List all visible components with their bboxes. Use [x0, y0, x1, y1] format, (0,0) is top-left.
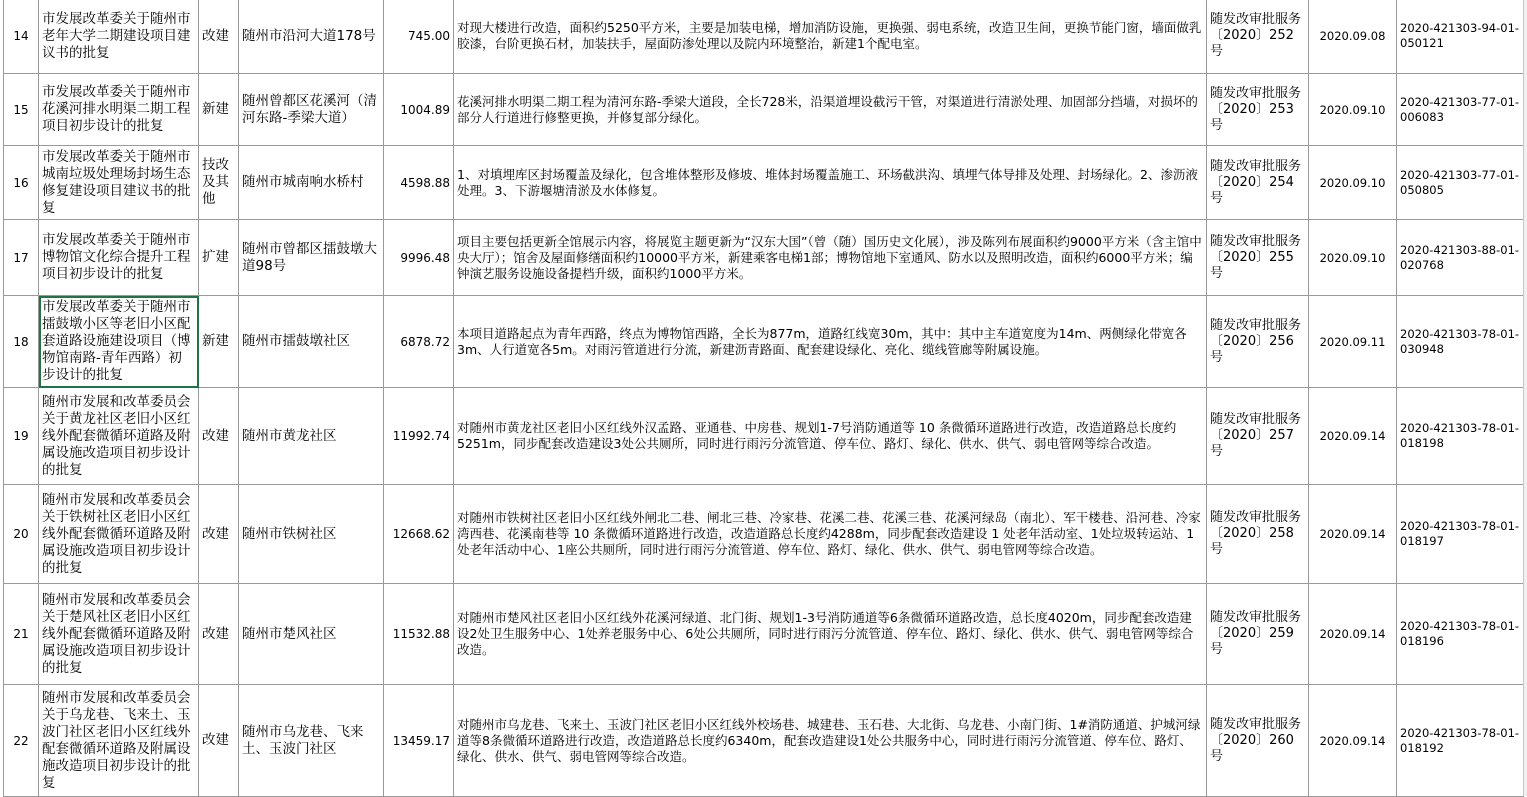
approval-title-cell[interactable]: 随州市发展和改革委员会关于乌龙巷、飞来土、玉波门社区老旧小区红线外配套微循环道路及附属设施改造项目初步设计的批复: [39, 685, 199, 797]
document-number-cell[interactable]: 随发改审批服务〔2020〕256号: [1207, 296, 1309, 388]
project-code-cell[interactable]: 2020-421303-77-01-006083: [1397, 74, 1524, 146]
description-cell[interactable]: 本项目道路起点为青年西路，终点为博物馆西路，全长为877m，道路红线宽30m，其中：其中主车道宽度为14m、两侧绿化带宽各3m、人行道宽各5m。对雨污管道进行分流，新建沥青路面、配套建设绿化、亮化、缆线管廊等附属设施。: [454, 296, 1207, 388]
row-index-cell[interactable]: 16: [4, 146, 39, 220]
location-cell[interactable]: 随州市城南响水桥村: [239, 146, 384, 220]
table-row: [4, 388, 1524, 485]
table-row: [4, 220, 1524, 296]
document-number-cell[interactable]: 随发改审批服务〔2020〕252号: [1207, 0, 1309, 74]
vertical-scrollbar-edge[interactable]: [1523, 0, 1527, 796]
description-cell[interactable]: 对随州市铁树社区老旧小区红线外闸北二巷、闸北三巷、冷家巷、花溪二巷、花溪三巷、花溪河绿岛（南北）、军干楼巷、沿河巷、冷家湾西巷、花溪南巷等 10 条微循环道路进行改造，改造道路总长度约4288m，同步配套改造建设 1 处老年活动室、1处垃圾转运站、1处老年活动中心、1座公共厕所，同时进行雨污分流管道、停车位、路灯、绿化、供水、供气、弱电管网等综合改造。: [454, 485, 1207, 584]
table-row: [4, 685, 1524, 797]
location-cell[interactable]: 随州市沿河大道178号: [239, 0, 384, 74]
location-cell[interactable]: 随州市乌龙巷、飞来土、玉波门社区: [239, 685, 384, 797]
construction-type-cell[interactable]: 改建: [199, 584, 239, 685]
date-cell[interactable]: 2020.09.10: [1309, 146, 1397, 220]
investment-cell[interactable]: 11532.88: [384, 584, 454, 685]
document-number-cell[interactable]: 随发改审批服务〔2020〕257号: [1207, 388, 1309, 485]
construction-type-cell[interactable]: 改建: [199, 685, 239, 797]
project-code-cell[interactable]: 2020-421303-94-01-050121: [1397, 0, 1524, 74]
investment-cell[interactable]: 9996.48: [384, 220, 454, 296]
project-code-cell[interactable]: 2020-421303-78-01-030948: [1397, 296, 1524, 388]
approval-title-cell[interactable]: 市发展改革委关于随州市老年大学二期建设项目建议书的批复: [39, 0, 199, 74]
date-cell[interactable]: 2020.09.11: [1309, 296, 1397, 388]
investment-cell[interactable]: 4598.88: [384, 146, 454, 220]
row-index-cell[interactable]: 14: [4, 0, 39, 74]
description-cell[interactable]: 1、对填埋库区封场覆盖及绿化，包含堆体整形及修坡、堆体封场覆盖施工、环场截洪沟、填埋气体导排及处理、封场绿化。2、渗沥液处理。3、下游堰塘清淤及水体修复。: [454, 146, 1207, 220]
description-cell[interactable]: 花溪河排水明渠二期工程为清河东路-季梁大道段，全长728米，沿渠道埋设截污干管，对渠道进行清淤处理、加固部分挡墙，对损坏的部分人行道进行修整更换，并修复部分绿化。: [454, 74, 1207, 146]
construction-type-cell[interactable]: 新建: [199, 296, 239, 388]
date-cell[interactable]: 2020.09.08: [1309, 0, 1397, 74]
approval-title-cell-selected[interactable]: 市发展改革委关于随州市擂鼓墩小区等老旧小区配套道路设施建设项目（博物馆南路-青年西路）初步设计的批复: [39, 296, 199, 388]
row-index-cell[interactable]: 22: [4, 685, 39, 797]
document-number-cell[interactable]: 随发改审批服务〔2020〕259号: [1207, 584, 1309, 685]
document-number-cell[interactable]: 随发改审批服务〔2020〕255号: [1207, 220, 1309, 296]
description-cell[interactable]: 对随州市乌龙巷、飞来土、玉波门社区老旧小区红线外校场巷、城建巷、玉石巷、大北街、乌龙巷、小南门街、1#消防通道、护城河绿道等8条微循环道路进行改造，改造道路总长度约6340m，配套改造建设1处公共服务中心，同时进行雨污分流管道、停车位、路灯、绿化、供水、供气、弱电管网等综合改造。: [454, 685, 1207, 797]
location-cell[interactable]: 随州市曾都区擂鼓墩大道98号: [239, 220, 384, 296]
construction-type-cell[interactable]: 改建: [199, 388, 239, 485]
project-code-cell[interactable]: 2020-421303-88-01-020768: [1397, 220, 1524, 296]
location-cell[interactable]: 随州曾都区花溪河（清河东路-季梁大道）: [239, 74, 384, 146]
description-cell[interactable]: 对随州市黄龙社区老旧小区红线外汉孟路、亚通巷、中房巷、规划1-7号消防通道等 10 条微循环道路进行改造，改造道路总长度约 5251m，同步配套改造建设3处公共厕所，同时进行雨污分流管道、停车位、路灯、绿化、供水、供气、弱电管网等综合改造。: [454, 388, 1207, 485]
row-index-cell[interactable]: 20: [4, 485, 39, 584]
construction-type-cell[interactable]: 改建: [199, 0, 239, 74]
table-row: [4, 0, 1524, 74]
date-cell[interactable]: 2020.09.10: [1309, 220, 1397, 296]
construction-type-cell[interactable]: 扩建: [199, 220, 239, 296]
project-code-cell[interactable]: 2020-421303-77-01-050805: [1397, 146, 1524, 220]
construction-type-cell[interactable]: 改建: [199, 485, 239, 584]
date-cell[interactable]: 2020.09.14: [1309, 485, 1397, 584]
construction-type-cell[interactable]: 技改及其他: [199, 146, 239, 220]
project-code-cell[interactable]: 2020-421303-78-01-018196: [1397, 584, 1524, 685]
investment-cell[interactable]: 745.00: [384, 0, 454, 74]
location-cell[interactable]: 随州市擂鼓墩社区: [239, 296, 384, 388]
location-cell[interactable]: 随州市铁树社区: [239, 485, 384, 584]
table-row: [4, 296, 1524, 388]
investment-cell[interactable]: 13459.17: [384, 685, 454, 797]
date-cell[interactable]: 2020.09.14: [1309, 388, 1397, 485]
project-code-cell[interactable]: 2020-421303-78-01-018197: [1397, 485, 1524, 584]
document-number-cell[interactable]: 随发改审批服务〔2020〕258号: [1207, 485, 1309, 584]
approval-title-cell[interactable]: 市发展改革委关于随州市花溪河排水明渠二期工程项目初步设计的批复: [39, 74, 199, 146]
document-number-cell[interactable]: 随发改审批服务〔2020〕253号: [1207, 74, 1309, 146]
location-cell[interactable]: 随州市楚风社区: [239, 584, 384, 685]
row-index-cell[interactable]: 17: [4, 220, 39, 296]
investment-cell[interactable]: 11992.74: [384, 388, 454, 485]
date-cell[interactable]: 2020.09.14: [1309, 685, 1397, 797]
row-index-cell[interactable]: 21: [4, 584, 39, 685]
table-row: [4, 584, 1524, 685]
description-cell[interactable]: 对随州市楚风社区老旧小区红线外花溪河绿道、北门街、规划1-3号消防通道等6条微循环道路改造，总长度4020m，同步配套改造建设2处卫生服务中心、1处养老服务中心、6处公共厕所，同时进行雨污分流管道、停车位、路灯、绿化、供水、供气、弱电管网等综合改造。: [454, 584, 1207, 685]
description-cell[interactable]: 对现大楼进行改造，面积约5250平方米，主要是加装电梯，增加消防设施，更换强、弱电系统，改造卫生间，更换节能门窗，墙面做乳胶漆，台阶更换石材，加装扶手，屋面防渗处理以及院内环境整治，新建1个配电室。: [454, 0, 1207, 74]
table-row: [4, 146, 1524, 220]
approval-title-cell[interactable]: 随州市发展和改革委员会关于楚风社区老旧小区红线外配套微循环道路及附属设施改造项目初步设计的批复: [39, 584, 199, 685]
document-number-cell[interactable]: 随发改审批服务〔2020〕260号: [1207, 685, 1309, 797]
document-number-cell[interactable]: 随发改审批服务〔2020〕254号: [1207, 146, 1309, 220]
projects-table: [3, 0, 1524, 797]
description-cell[interactable]: 项目主要包括更新全馆展示内容，将展览主题更新为“汉东大国”（曾（随）国历史文化展），涉及陈列布展面积约9000平方米（含主馆中央大厅）；馆舍及屋面修缮面积约10000平方米，新建乘客电梯1部；博物馆地下室通风、防水以及照明改造，面积约6000平方米；编钟演艺服务设施设备提档升级，面积约1000平方米。: [454, 220, 1207, 296]
table-row: [4, 74, 1524, 146]
date-cell[interactable]: 2020.09.14: [1309, 584, 1397, 685]
approval-title-cell[interactable]: 市发展改革委关于随州市城南垃圾处理场封场生态修复建设项目建议书的批复: [39, 146, 199, 220]
investment-cell[interactable]: 1004.89: [384, 74, 454, 146]
investment-cell[interactable]: 12668.62: [384, 485, 454, 584]
approval-title-cell[interactable]: 随州市发展和改革委员会关于黄龙社区老旧小区红线外配套微循环道路及附属设施改造项目初步设计的批复: [39, 388, 199, 485]
date-cell[interactable]: 2020.09.10: [1309, 74, 1397, 146]
construction-type-cell[interactable]: 新建: [199, 74, 239, 146]
table-row: [4, 485, 1524, 584]
row-index-cell[interactable]: 19: [4, 388, 39, 485]
project-code-cell[interactable]: 2020-421303-78-01-018192: [1397, 685, 1524, 797]
approval-title-cell[interactable]: 市发展改革委关于随州市博物馆文化综合提升工程项目初步设计的批复: [39, 220, 199, 296]
row-index-cell[interactable]: 15: [4, 74, 39, 146]
row-index-cell[interactable]: 18: [4, 296, 39, 388]
location-cell[interactable]: 随州市黄龙社区: [239, 388, 384, 485]
investment-cell[interactable]: 6878.72: [384, 296, 454, 388]
project-code-cell[interactable]: 2020-421303-78-01-018198: [1397, 388, 1524, 485]
approval-title-cell[interactable]: 随州市发展和改革委员会关于铁树社区老旧小区红线外配套微循环道路及附属设施改造项目初步设计的批复: [39, 485, 199, 584]
